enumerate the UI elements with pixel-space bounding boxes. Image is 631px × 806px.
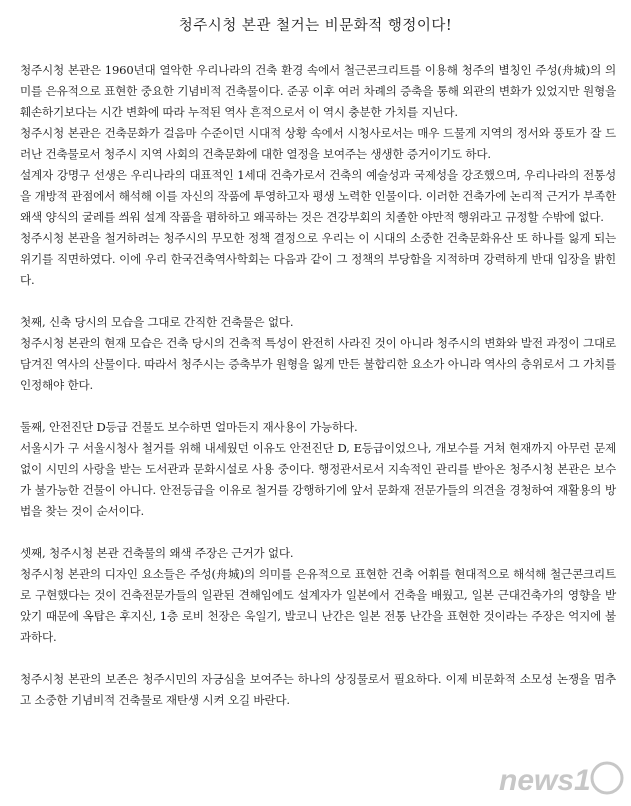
paragraph-spacer xyxy=(20,522,616,543)
paragraph-spacer xyxy=(20,396,616,417)
closing-paragraph: 청주시청 본관의 보존은 청주시민의 자긍심을 보여주는 하나의 상징물로서 필요하다. 이제 비문화적 소모성 논쟁을 멈추고 소중한 기념비적 건축물로 재탄생 시켜 오길 바란다. xyxy=(20,672,616,707)
section-1-heading: 첫째, 신축 당시의 모습을 그대로 간직한 건축물은 없다. xyxy=(20,315,294,329)
document-title: 청주시청 본관 철거는 비문화적 행정이다! xyxy=(178,18,453,34)
watermark-text: news1 xyxy=(499,764,591,797)
paragraph-spacer xyxy=(20,291,616,312)
document-body xyxy=(20,60,616,711)
paragraph-1: 청주시청 본관은 1960년대 열악한 우리나라의 건축 환경 속에서 철근콘크리트를 이용해 청주의 별칭인 주성(舟城)의 의미를 은유적으로 표현한 중요한 기념비적 건축물이다. 준공 이후 여러 차례의 증축을 통해 외관의 변화가 있었지만 원형을 훼손하기보다는 시간 변화에 따라 누적된 역사 흔적으로서 이 역시 충분한 가치를 지닌다. xyxy=(20,63,616,119)
section-1-body: 청주시청 본관의 현재 모습은 건축 당시의 건축적 특성이 완전히 사라진 것이 아니라 청주시의 변화와 발전 과정이 그대로 담겨진 역사의 산물이다. 따라서 청주시는 증축부가 원형을 잃게 만든 불합리한 요소가 아니라 역사의 층위로서 그 가치를 인정해야 한다. xyxy=(20,336,616,392)
news1-logo-icon xyxy=(495,756,625,800)
section-3-heading: 셋째, 청주시청 본관 건축물의 왜색 주장은 근거가 없다. xyxy=(20,546,294,560)
paragraph-2: 청주시청 본관은 건축문화가 걸음마 수준이던 시대적 상황 속에서 시청사로서는 매우 드물게 지역의 정서와 풍토가 잘 드러난 건축물로서 청주시 지역 사회의 건축문화에 대한 열정을 보여주는 생생한 증거이기도 하다. xyxy=(20,126,616,161)
paragraph-3: 설계자 강명구 선생은 우리나라의 대표적인 1세대 건축가로서 건축의 예술성과 국제성을 강조했으며, 우리나라의 전통성을 개방적 관점에서 해석해 이를 자신의 작품에 투영하고자 평생 노력한 인물이다. 이러한 건축가에 논리적 근거가 부족한 왜색 양식의 굴레를 씌워 설계 작품을 폄하하고 왜곡하는 것은 견강부회의 치졸한 야만적 행위라고 규정할 수밖에 없다. xyxy=(20,168,616,224)
paragraph-spacer xyxy=(20,648,616,669)
section-3-body: 청주시청 본관의 디자인 요소들은 주성(舟城)의 의미를 은유적으로 표현한 건축 어휘를 현대적으로 해석해 철근콘크리트로 구현했다는 것이 건축전문가들의 일관된 견해임에도 설계자가 일본에서 건축을 배웠고, 일본 근대건축가의 영향을 받았기 때문에 옥탑은 후지신, 1층 로비 천장은 욱일기, 발코니 난간은 일본 전통 난간을 표현한 것이라는 주장은 억지에 불과하다. xyxy=(20,567,616,644)
section-2-heading: 둘째, 안전진단 D등급 건물도 보수하면 얼마든지 재사용이 가능하다. xyxy=(20,420,358,434)
watermark-ring xyxy=(592,763,622,793)
section-2-body: 서울시가 구 서울시청사 철거를 위해 내세웠던 이유도 안전진단 D, E등급이었으나, 개보수를 거쳐 현재까지 아무런 문제 없이 시민의 사랑을 받는 도서관과 문화시설로 사용 중이다. 행정관서로서 지속적인 관리를 받아온 청주시청 본관은 보수가 불가능한 건물이 아니다. 안전등급을 이유로 철거를 강행하기에 앞서 문화재 전문가들의 의견을 경청하여 재활용의 방법을 찾는 것이 순서이다. xyxy=(20,441,616,518)
paragraph-4: 청주시청 본관을 철거하려는 청주시의 무모한 정책 결정으로 우리는 이 시대의 소중한 건축문화유산 또 하나를 잃게 되는 위기를 직면하였다. 이에 우리 한국건축역사학회는 다음과 같이 그 정책의 부당함을 지적하며 강력하게 반대 입장을 밝힌다. xyxy=(20,231,616,287)
news1-watermark-logo xyxy=(495,756,625,800)
